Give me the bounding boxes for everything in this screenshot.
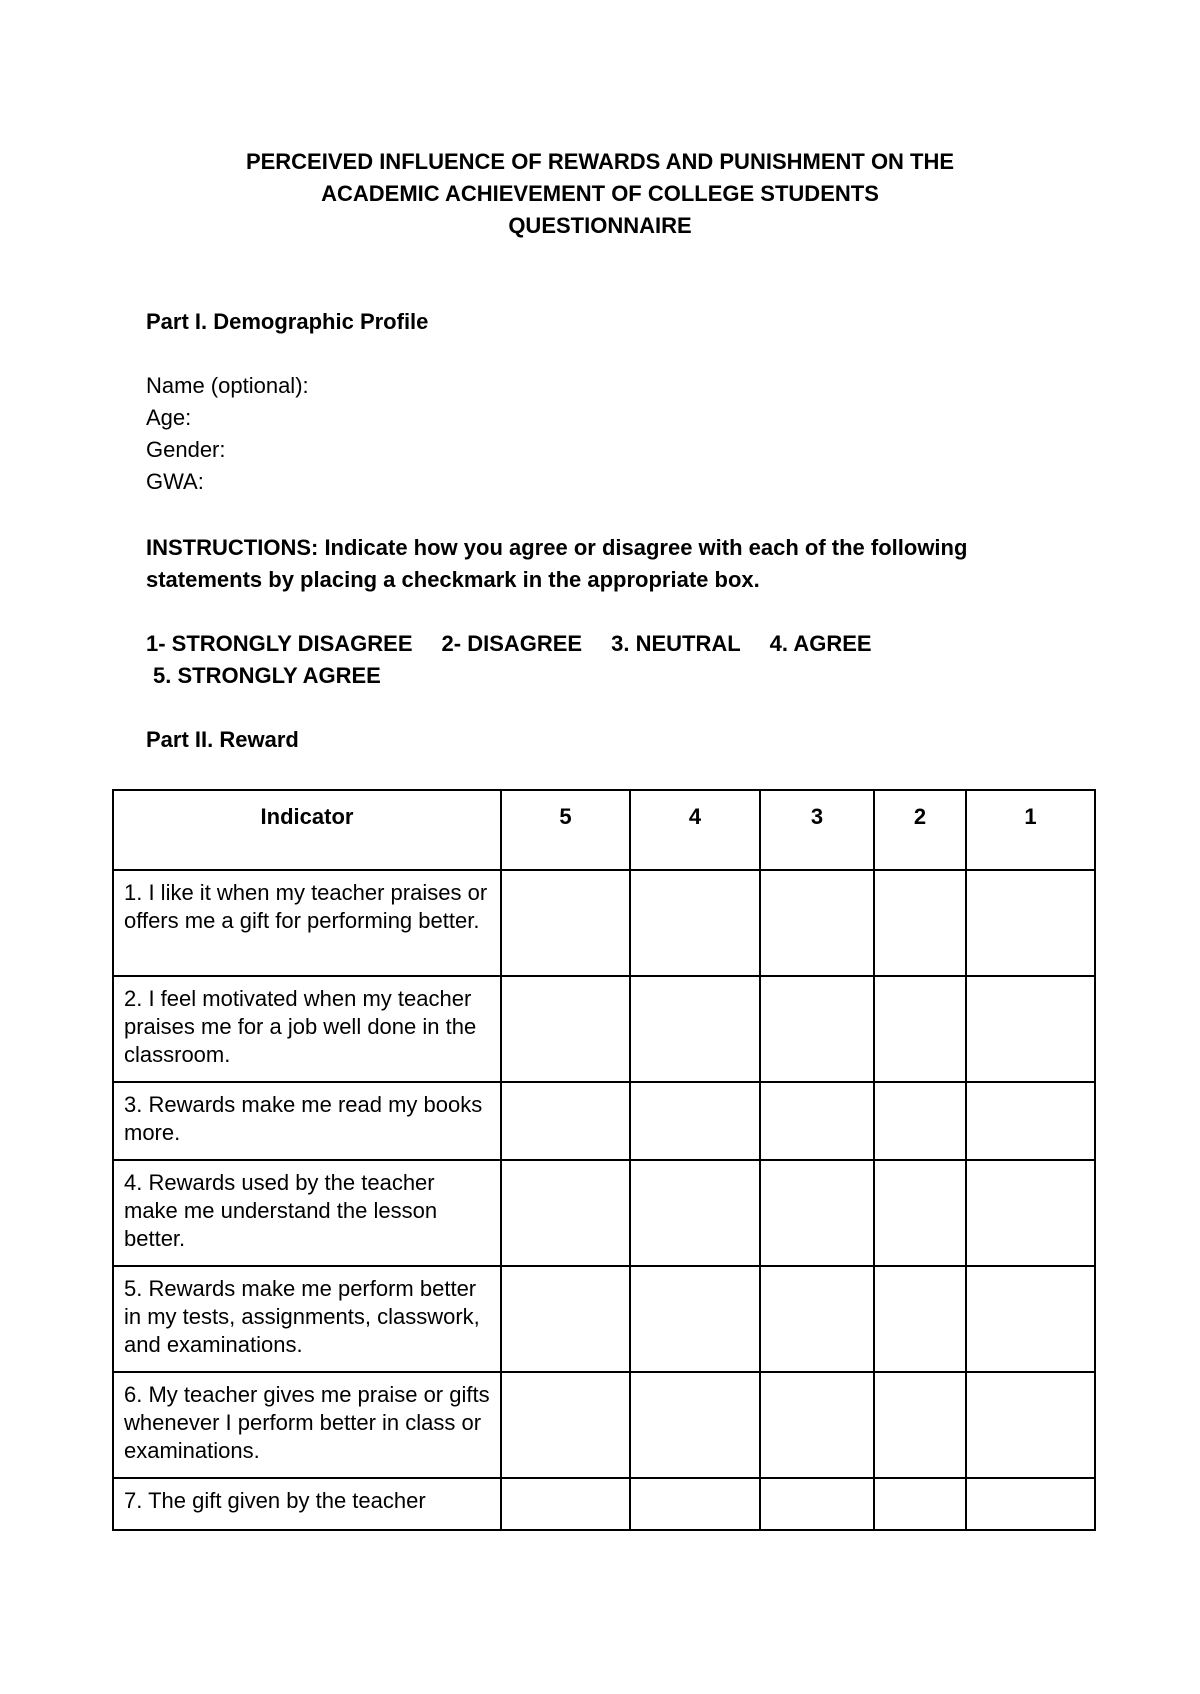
rating-cell-4[interactable] — [630, 1082, 760, 1160]
scale-option-1: 1- STRONGLY DISAGREE — [146, 631, 413, 656]
scale-option-2: 2- DISAGREE — [441, 631, 583, 656]
header-1: 1 — [966, 790, 1095, 870]
title-line-2: ACADEMIC ACHIEVEMENT OF COLLEGE STUDENTS — [321, 181, 879, 206]
rating-cell-1[interactable] — [966, 1082, 1095, 1160]
table-header-row — [113, 790, 1095, 870]
reward-rating-table — [112, 789, 1096, 1531]
indicator-text: 1. I like it when my teacher praises or offers me a gift for performing better. — [113, 870, 501, 976]
gwa-field-label: GWA: — [146, 469, 204, 494]
table-row — [113, 870, 1095, 976]
instructions-text: INSTRUCTIONS: Indicate how you agree or disagree with each of the following statements by placing a checkmark in the appropriate box. — [146, 535, 968, 592]
rating-cell-2[interactable] — [874, 1372, 966, 1478]
rating-cell-5[interactable] — [501, 1266, 630, 1372]
indicator-text: 3. Rewards make me read my books more. — [113, 1082, 501, 1160]
rating-cell-1[interactable] — [966, 1266, 1095, 1372]
table-row — [113, 976, 1095, 1082]
rating-cell-1[interactable] — [966, 870, 1095, 976]
indicator-text: 7. The gift given by the teacher — [113, 1478, 501, 1530]
gender-field-label: Gender: — [146, 437, 226, 462]
rating-cell-2[interactable] — [874, 1266, 966, 1372]
title-line-1: PERCEIVED INFLUENCE OF REWARDS AND PUNISHMENT ON THE — [245, 149, 955, 174]
rating-cell-1[interactable] — [966, 1160, 1095, 1266]
title-line-3: QUESTIONNAIRE — [508, 213, 692, 238]
part1-heading: Part I. Demographic Profile — [146, 309, 429, 334]
indicator-text: 6. My teacher gives me praise or gifts whenever I perform better in class or examinations. — [113, 1372, 501, 1478]
rating-cell-5[interactable] — [501, 1372, 630, 1478]
table-row — [113, 1266, 1095, 1372]
rating-cell-4[interactable] — [630, 1160, 760, 1266]
document-title — [0, 146, 1200, 242]
rating-cell-4[interactable] — [630, 1266, 760, 1372]
name-field-label: Name (optional): — [146, 373, 309, 398]
scale-option-5: 5. STRONGLY AGREE — [153, 663, 381, 688]
rating-cell-5[interactable] — [501, 1160, 630, 1266]
age-field-label: Age: — [146, 405, 192, 430]
rating-scale-legend — [146, 628, 1106, 692]
header-4: 4 — [630, 790, 760, 870]
header-2: 2 — [874, 790, 966, 870]
scale-option-3: 3. NEUTRAL — [611, 631, 741, 656]
rating-cell-1[interactable] — [966, 1372, 1095, 1478]
rating-cell-4[interactable] — [630, 976, 760, 1082]
header-5: 5 — [501, 790, 630, 870]
rating-cell-2[interactable] — [874, 1478, 966, 1530]
rating-cell-3[interactable] — [760, 1478, 874, 1530]
rating-cell-4[interactable] — [630, 1478, 760, 1530]
demographic-profile — [146, 370, 309, 498]
indicator-text: 4. Rewards used by the teacher make me understand the lesson better. — [113, 1160, 501, 1266]
rating-cell-5[interactable] — [501, 1478, 630, 1530]
rating-cell-5[interactable] — [501, 976, 630, 1082]
rating-cell-1[interactable] — [966, 976, 1095, 1082]
indicator-text: 5. Rewards make me perform better in my tests, assignments, classwork, and examinations. — [113, 1266, 501, 1372]
rating-cell-4[interactable] — [630, 870, 760, 976]
header-indicator: Indicator — [113, 790, 501, 870]
rating-cell-2[interactable] — [874, 1160, 966, 1266]
rating-cell-3[interactable] — [760, 1372, 874, 1478]
table-row — [113, 1372, 1095, 1478]
table-row — [113, 1160, 1095, 1266]
rating-cell-4[interactable] — [630, 1372, 760, 1478]
rating-cell-5[interactable] — [501, 1082, 630, 1160]
rating-cell-2[interactable] — [874, 1082, 966, 1160]
table-row — [113, 1478, 1095, 1530]
header-3: 3 — [760, 790, 874, 870]
rating-cell-3[interactable] — [760, 870, 874, 976]
rating-cell-1[interactable] — [966, 1478, 1095, 1530]
rating-cell-5[interactable] — [501, 870, 630, 976]
table-row — [113, 1082, 1095, 1160]
part2-heading: Part II. Reward — [146, 727, 299, 752]
rating-cell-2[interactable] — [874, 870, 966, 976]
rating-cell-3[interactable] — [760, 976, 874, 1082]
scale-option-4: 4. AGREE — [769, 631, 872, 656]
rating-cell-3[interactable] — [760, 1160, 874, 1266]
indicator-text: 2. I feel motivated when my teacher praises me for a job well done in the classroom. — [113, 976, 501, 1082]
rating-cell-3[interactable] — [760, 1082, 874, 1160]
rating-cell-3[interactable] — [760, 1266, 874, 1372]
rating-cell-2[interactable] — [874, 976, 966, 1082]
